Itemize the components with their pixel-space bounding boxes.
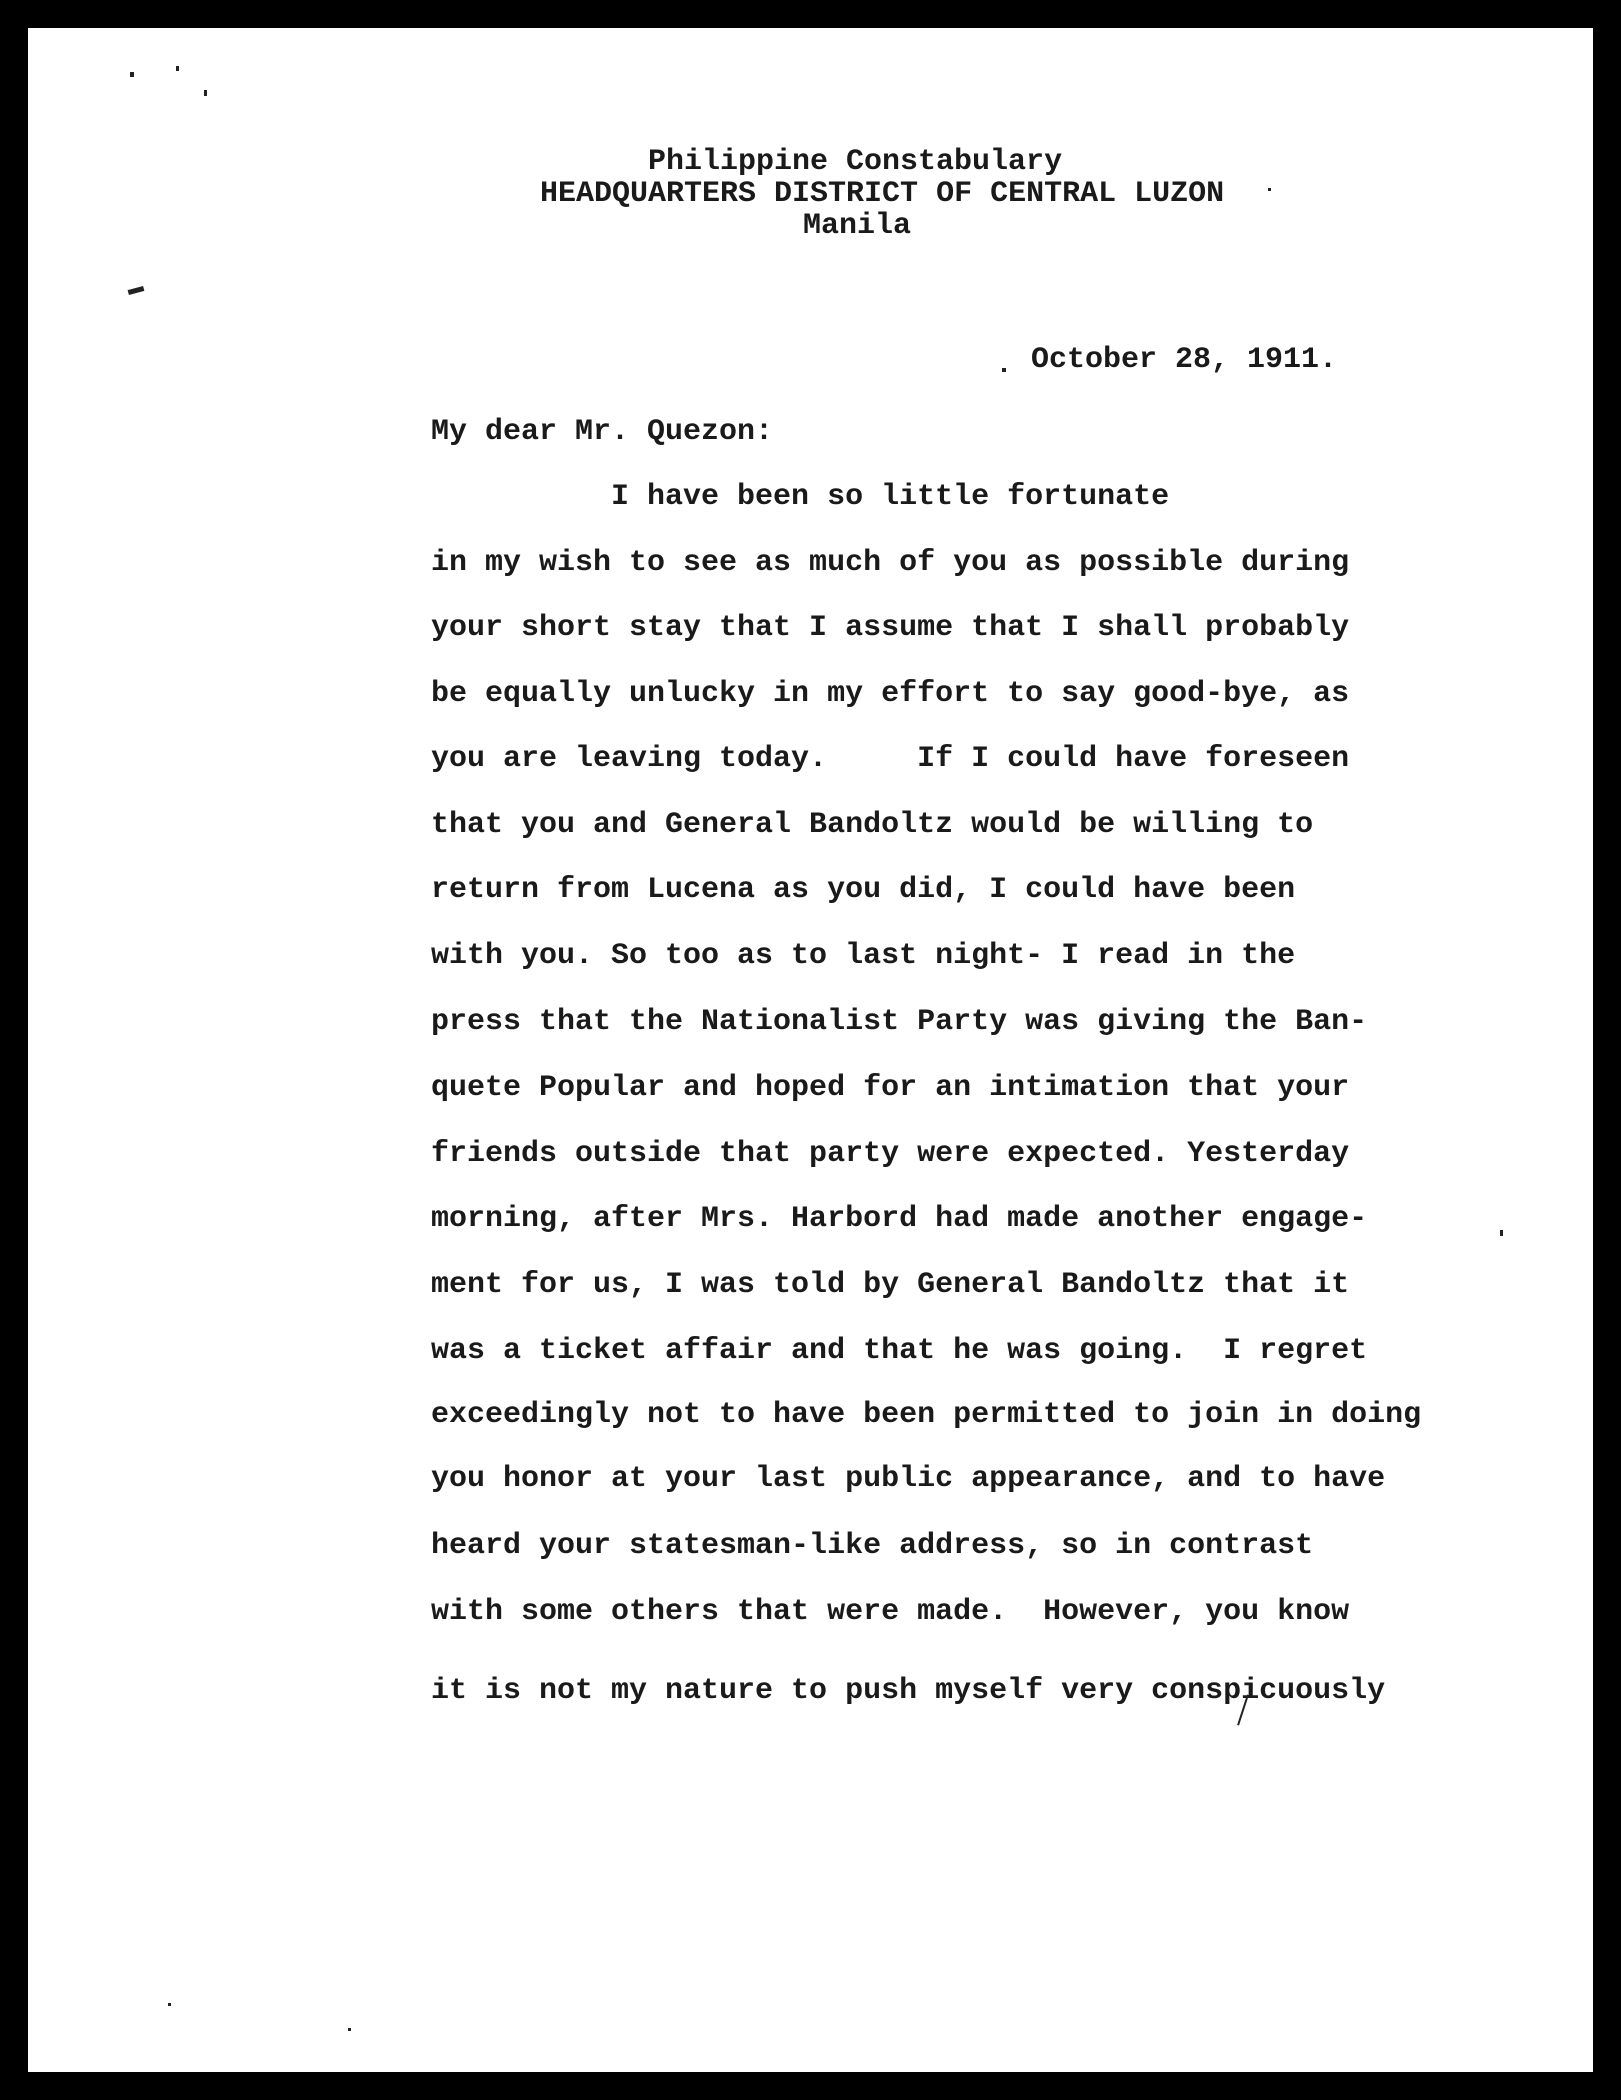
body-line: be equally unlucky in my effort to say good-bye, as [431, 677, 1350, 711]
body-line: quete Popular and hoped for an intimation that your [431, 1071, 1350, 1105]
body-line: friends outside that party were expected. Yesterday [431, 1137, 1350, 1171]
body-line: your short stay that I assume that I shall probably [431, 611, 1350, 645]
scan-speck [1268, 188, 1271, 191]
scan-speck [130, 72, 134, 77]
salutation: My dear Mr. Quezon: [431, 415, 774, 449]
body-line: that you and General Bandoltz would be willing to [431, 808, 1314, 842]
letterhead-headquarters: HEADQUARTERS DISTRICT OF CENTRAL LUZON [540, 177, 1225, 211]
body-line: press that the Nationalist Party was giving the Ban- [431, 1005, 1368, 1039]
body-line: it is not my nature to push myself very conspicuously [431, 1674, 1386, 1708]
body-line: heard your statesman-like address, so in contrast [431, 1529, 1314, 1563]
body-line: you honor at your last public appearance, and to have [431, 1462, 1386, 1496]
scan-speck [176, 66, 179, 71]
body-line: I have been so little fortunate [431, 480, 1170, 514]
letterhead-organization: Philippine Constabulary [648, 145, 1063, 179]
scan-speck [168, 2003, 171, 2006]
body-line: in my wish to see as much of you as possible during [431, 546, 1350, 580]
body-line: return from Lucena as you did, I could have been [431, 873, 1296, 907]
body-line: was a ticket affair and that he was going. I regret [431, 1334, 1368, 1368]
body-line: morning, after Mrs. Harbord had made another engage- [431, 1202, 1368, 1236]
body-line: with you. So too as to last night- I read in the [431, 939, 1296, 973]
scan-speck [348, 2028, 351, 2031]
scan-speck [1002, 368, 1006, 372]
letter-date: October 28, 1911. [1031, 343, 1338, 377]
body-line: you are leaving today. If I could have foreseen [431, 742, 1350, 776]
scan-speck [128, 286, 145, 295]
body-line: with some others that were made. However, you know [431, 1595, 1350, 1629]
scan-speck [204, 90, 207, 96]
letter-page [28, 28, 1593, 2072]
body-line: ment for us, I was told by General Bandoltz that it [431, 1268, 1350, 1302]
scan-speck [1500, 1230, 1503, 1236]
body-line: exceedingly not to have been permitted to join in doing [431, 1398, 1422, 1432]
letterhead-city: Manila [803, 209, 912, 243]
